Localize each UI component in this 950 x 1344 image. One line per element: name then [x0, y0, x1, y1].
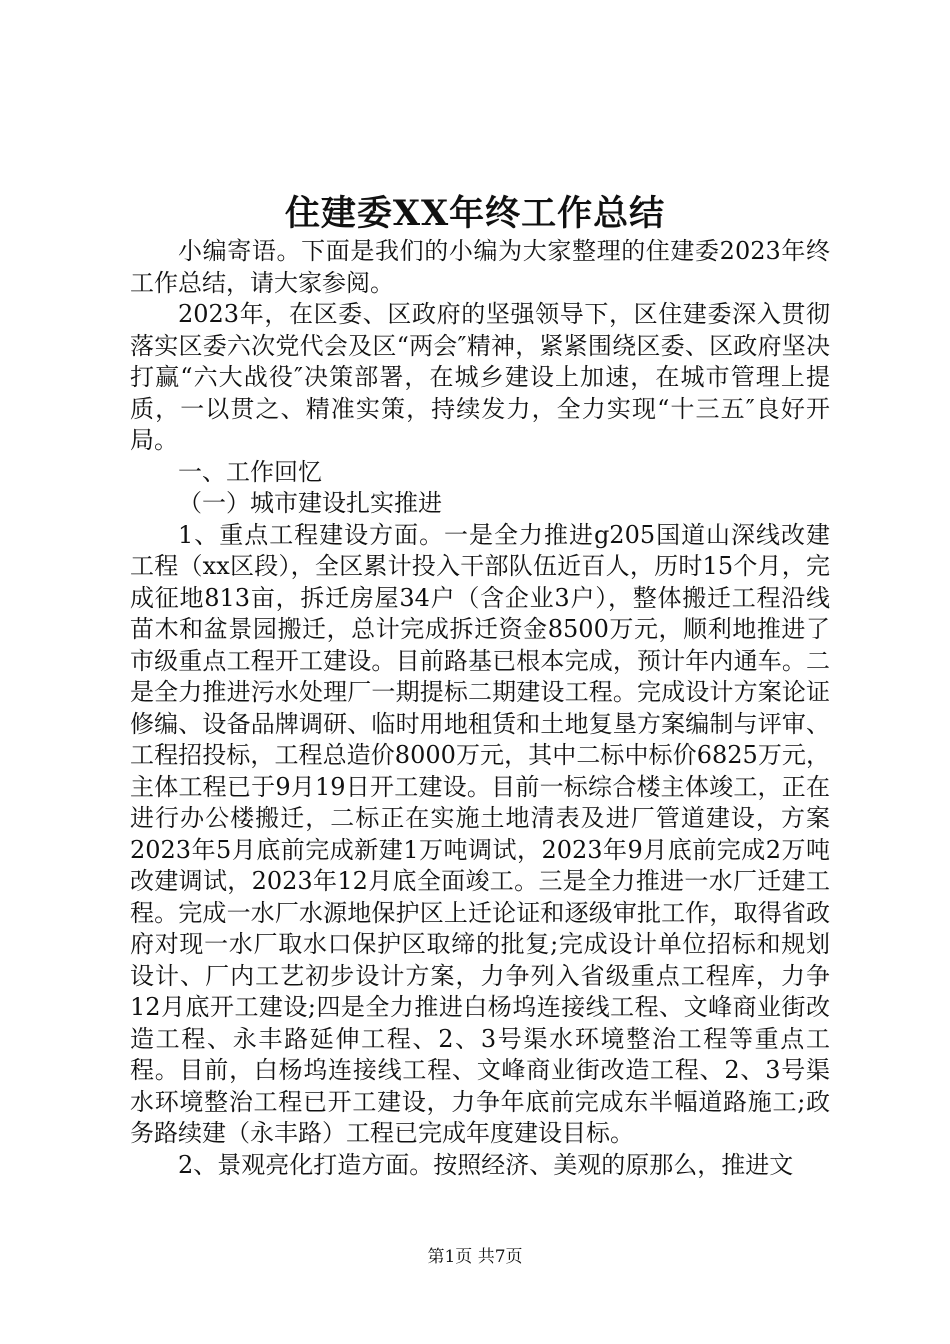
- page-footer: 第1页 共7页: [427, 1247, 523, 1267]
- document-title: 住建委XX年终工作总结: [284, 193, 666, 234]
- paragraph-key-projects: 1、重点工程建设方面。一是全力推进g205国道山深线改建工程（xx区段），全区累计投入干部队伍近百人，历时15个月，完成征地813亩，拆迁房屋34户（含企业3户），整体搬迁工程沿线苗木和盆景园搬迁，总计完成拆迁资金8500万元，顺利地推进了市级重点工程开工建设。目前路基已根本完成，预计年内通车。二是全力推进污水处理厂一期提标二期建设工程。完成设计方案论证修编、设备品牌调研、临时用地租赁和土地复垦方案编制与评审、工程招投标，工程总造价8000万元，其中二标中标价6825万元，主体工程已于9月19日开工建设。目前一标综合楼主体竣工，正在进行办公楼搬迁，二标正在实施土地清表及进厂管道建设，方案2023年5月底前完成新建1万吨调试，2023年9月底前完成2万吨改建调试，2023年12月底全面竣工。三是全力推进一水厂迁建工程。完成一水厂水源地保护区上迁论证和逐级审批工作，取得省政府对现一水厂取水口保护区取缔的批复;完成设计单位招标和规划设计、厂内工艺初步设计方案，力争列入省级重点工程库，力争12月底开工建设;四是全力推进白杨坞连接线工程、文峰商业街改造工程、永丰路延伸工程、2、3号渠水环境整治工程等重点工程。目前，白杨坞连接线工程、文峰商业街改造工程、2、3号渠水环境整治工程已开工建设，力争年底前完成东半幅道路施工;政务路续建（永丰路）工程已完成年度建设目标。: [130, 520, 830, 1147]
- section-heading: 一、工作回忆: [178, 457, 322, 486]
- document-body: [130, 236, 830, 1181]
- subsection-heading: （一）城市建设扎实推进: [178, 489, 442, 517]
- paragraph-overview: 2023年，在区委、区政府的坚强领导下，区住建委深入贯彻落实区委六次党代会及区“两会″精神，紧紧围绕区委、区政府坚决打赢“六大战役″决策部署，在城乡建设上加速，在城市管理上提质，一以贯之、精准实策，持续发力，全力实现“十三五″良好开局。: [130, 300, 830, 454]
- paragraph-intro: 小编寄语。下面是我们的小编为大家整理的住建委2023年终工作总结，请大家参阅。: [130, 237, 830, 297]
- paragraph-landscape: 2、景观亮化打造方面。按照经济、美观的原那么，推进文: [178, 1150, 794, 1179]
